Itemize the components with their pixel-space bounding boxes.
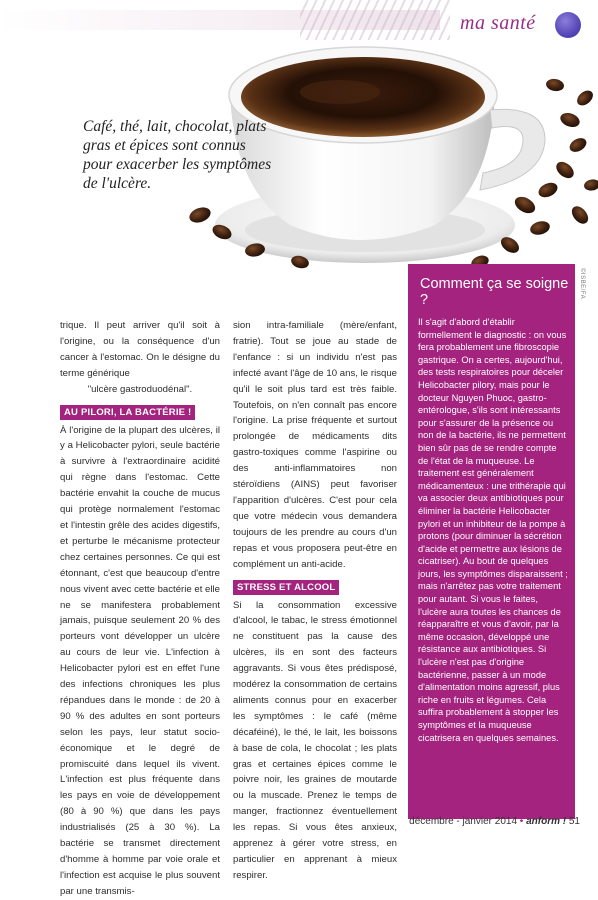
column-1 [60,318,220,900]
page-footer [340,816,580,827]
column-2 [233,318,397,884]
sidebar-title: Comment ça se soigne ? [420,276,569,308]
heading-stress: STRESS ET ALCOOL [233,580,339,595]
footer-separator: • [519,816,524,827]
column-1-body: À l'origine de la plupart des ulcères, il y a Helicobacter pylori, seule bactérie à survivre à l'extraordinaire acidité qui règne dans l'estomac. Cette bactérie envahit la couche de mucus qui protège normalement l'estomac et l'intestin grêle des acides digestifs, et perturbe le mécanisme protecteur chez certaines personnes. Ce qui est étonnant, c'est que beaucoup d'entre nous vivent avec cette bactérie et elle ne se manifestera probablement jamais, puisque seulement 20 % des porteurs vont développer un ulcère au cours de leur vie. L'infection à Helicobacter pylori est en effet l'une des infections chroniques les plus répandues dans le monde : de 20 à 90 % des adultes en sont porteurs selon les pays, leur statut socio-économique et le degré de promiscuité dans lequel ils vivent. L'infection est plus fréquente dans les pays en voie de développement (80 à 90 %) que dans les pays industrialisés (25 à 30 %). La bactérie se transmet directement d'homme à homme par voie orale et l'infection est acquise le plus souvent par une transmis- [60,424,220,897]
column-2-body-2: Si la consommation excessive d'alcool, le tabac, le stress émotionnel ne constituent pas la cause des ulcères, ils en sont des facteurs aggravants. Si vous êtes prédisposé, modérez la consommation de certains aliments connus pour en exacerber les symptômes : le café (même décaféiné), le thé, le lait, les boissons à base de cola, le chocolat ; les plats gras et certaines épices comme le poivre noir, les graines de moutarde ou la muscade. Prenez le temps de manger, fractionnez éventuellement les repas. Si vous êtes anxieux, apprenez à gérer votre stress, en particulier en apprenant à mieux respirer. [233,599,397,881]
column-1-intro [60,318,220,382]
column-1-intro-text: trique. Il peut arriver qu'il soit à l'origine, ou la conséquence d'un cancer à l'estomac. On le désigne du terme générique [60,320,220,379]
lead-text: Café, thé, lait, chocolat, plats gras et épices sont connus pour exacerber les symptômes de l'ulcère. [83,118,272,192]
magazine-name: anform ! [526,816,567,827]
column-1-intro-quote: "ulcère gastroduodénal". [87,383,193,395]
photo-credit: ©ISBE/FA [579,268,585,300]
section-title: ma santé [460,12,536,34]
column-2-body-1: sion intra-familiale (mère/enfant, fratrie). Tout se joue au stade de l'enfance : si un individu n'est pas infecté avant l'âge de 10 ans, le risque qu'il le soit plus tard est très faible. Toutefois, on n'en connaît pas encore l'origine. La prise fréquente et surtout prolongée de médicaments dits gastro-toxiques comme l'aspirine ou des anti-inflammatoires non stéroïdiens (AINS) peut favoriser l'apparition d'ulcères. C'est pour cela que votre médecin vous demandera toujours de les prendre au cours d'un repas et vous proposera peut-être en complément un anti-acide. [233,320,397,570]
heading-pilori: AU PILORI, LA BACTÉRIE ! [60,405,195,420]
footer-date: décembre - janvier 2014 [409,816,518,827]
treatment-sidebar [408,264,575,819]
page-number: 51 [568,816,580,827]
sidebar-body: Il s'agit d'abord d'établir formellement le diagnostic : on vous fera probablement une fibroscopie gastrique. On a certes, aujourd'hui, des tests respiratoires pour déceler Helicobacter pilory, mais pour le docteur Nguyen Phuoc, gastro-entérologue, s'ils sont intéressants pour s'assurer de la présence ou non de la bactérie, ils ne permettent bien sûr pas de se rendre compte de l'état de la muqueuse. Le traitement est généralement médicamenteux : une trithérapie qui va associer deux antibiotiques pour éliminer la bactérie Helicobacter pylori et un inhibiteur de la pompe à protons (pour diminuer la sécrétion d'acide et permettre aux lésions de cicatriser). Au bout de quelques jours, les symptômes disparaissent ; mais n'arrêtez pas votre traitement pour autant. Si vous le faites, l'ulcère aura toutes les chances de réapparaître et vous d'avoir, par la même occasion, développé une résistance aux antibiotiques. Si l'ulcère n'est pas d'origine bactérienne, passer à un mode d'alimentation moins agressif, plus riche en fruits et légumes. Cela suffira probablement à stopper les symptômes et la muqueuse cicatrisera en quelques semaines. [418,317,568,743]
